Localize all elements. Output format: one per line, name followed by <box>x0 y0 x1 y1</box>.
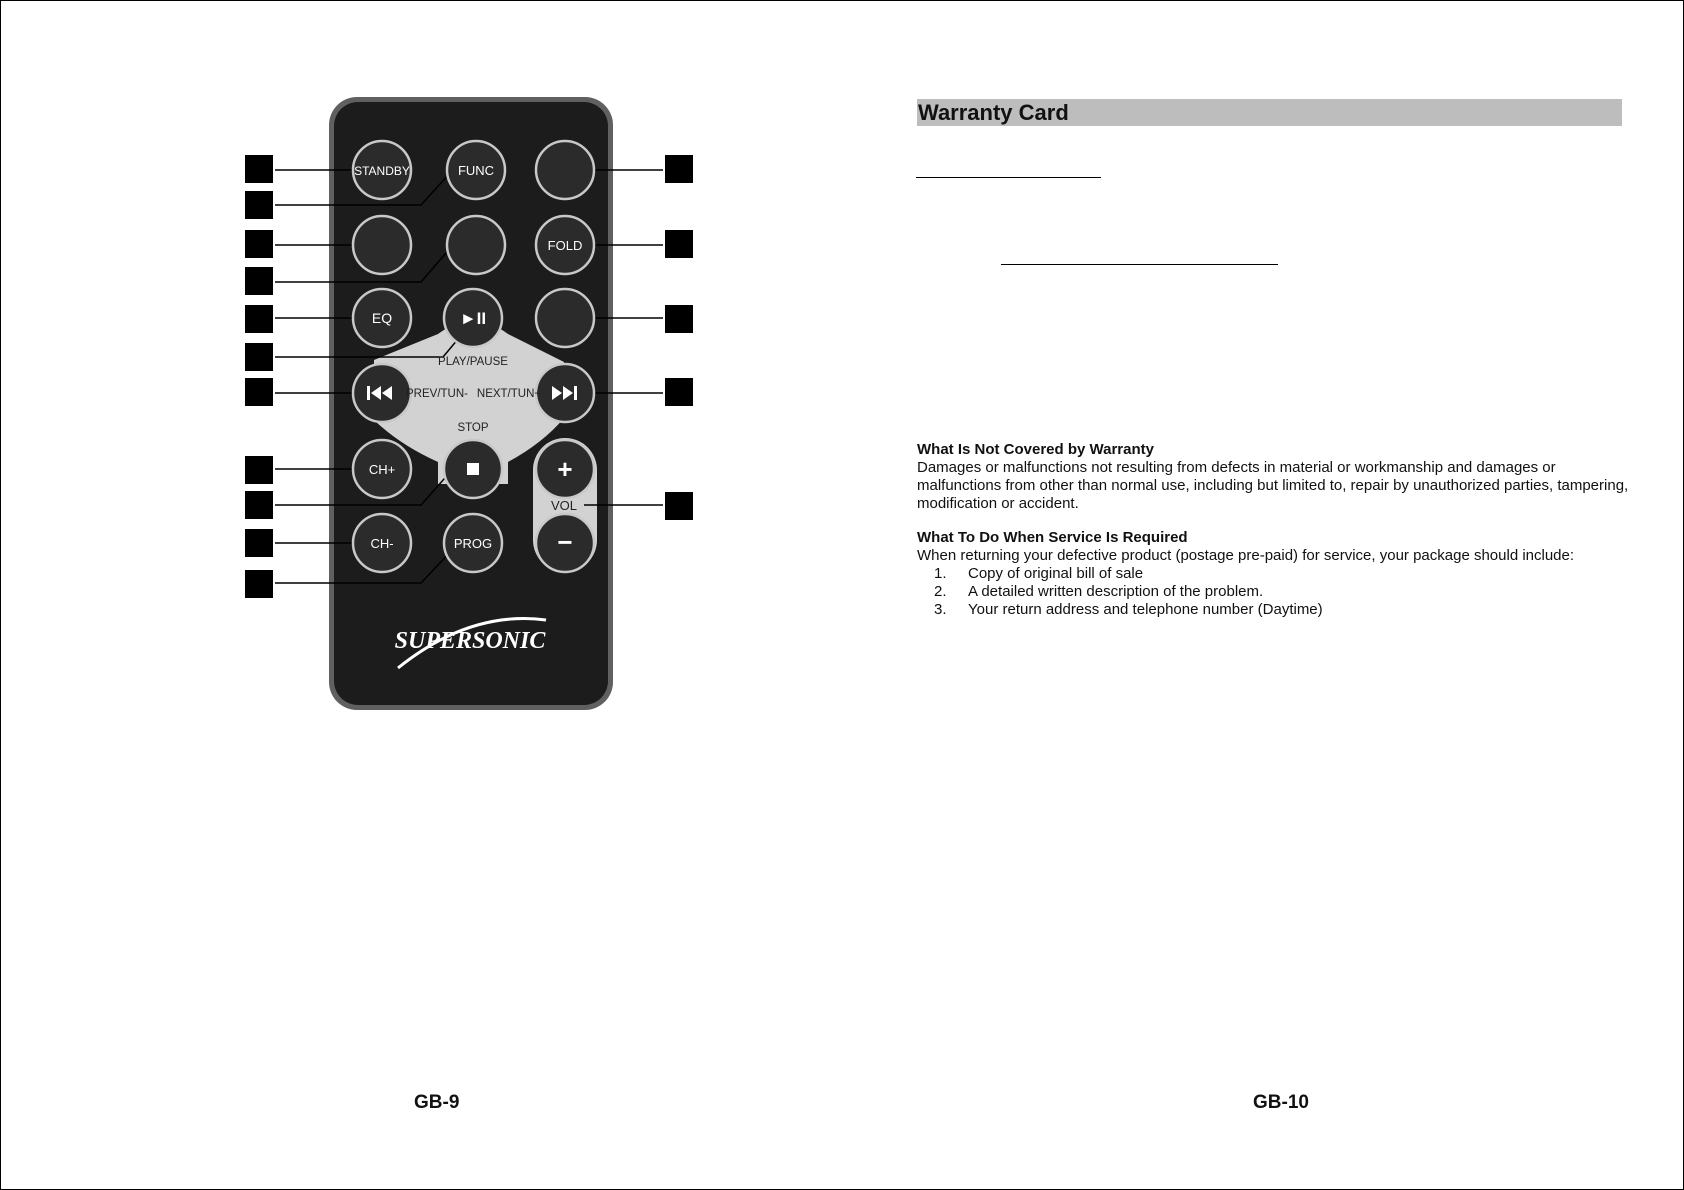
func-label: FUNC <box>457 163 495 178</box>
callout-box <box>665 378 693 406</box>
ch-minus-label: CH- <box>370 536 394 551</box>
not-covered-heading: What Is Not Covered by Warranty <box>917 441 1154 458</box>
callout-box <box>665 305 693 333</box>
ch-plus-label: CH+ <box>368 462 396 477</box>
callout-boxes-right <box>665 155 693 520</box>
stop-caption: STOP <box>457 422 489 434</box>
service-list <box>917 565 1637 619</box>
list-item-number: 3. <box>934 601 947 618</box>
blank-field-line <box>916 177 1101 178</box>
callout-box <box>245 529 273 557</box>
callout-box <box>245 378 273 406</box>
callout-box <box>245 491 273 519</box>
list-item-number: 2. <box>934 583 947 600</box>
callout-box <box>665 492 693 520</box>
standby-label: STANDBY <box>354 164 410 178</box>
callout-box <box>665 155 693 183</box>
unlabeled-button-row2-left[interactable] <box>353 216 411 274</box>
list-item <box>917 583 1637 601</box>
unlabeled-button-row3-right[interactable] <box>536 289 594 347</box>
vol-plus-icon: + <box>557 454 573 484</box>
callout-boxes-left <box>245 155 273 598</box>
vol-minus-icon: − <box>557 527 573 557</box>
callout-box <box>245 305 273 333</box>
vol-caption: VOL <box>550 498 578 513</box>
prev-caption: PREV/TUN- <box>406 388 468 400</box>
callout-box <box>245 456 273 484</box>
callout-box <box>245 230 273 258</box>
not-covered-text: Damages or malfunctions not resulting from defects in material or workmanship and damages or malfunctions from other than normal use, including but limited to, repair by unauthorized parties, tampering, modification or accident. <box>917 459 1629 512</box>
list-item-text: A detailed written description of the problem. <box>968 583 1264 600</box>
eq-label: EQ <box>371 310 393 326</box>
service-intro: When returning your defective product (postage pre-paid) for service, your package should include: <box>917 547 1575 564</box>
page-title: Warranty Card <box>917 99 1622 126</box>
callout-box <box>245 155 273 183</box>
list-item <box>917 601 1637 619</box>
fold-label: FOLD <box>547 238 583 253</box>
brand-wordmark: SUPERSONIC <box>394 628 546 654</box>
list-item-text: Copy of original bill of sale <box>968 565 1144 582</box>
not-covered-section <box>917 441 1637 513</box>
list-item-text: Your return address and telephone number (Daytime) <box>968 601 1323 618</box>
callout-box <box>665 230 693 258</box>
unlabeled-button-top-right[interactable] <box>536 141 594 199</box>
unlabeled-button-row2-middle[interactable] <box>447 216 505 274</box>
stop-icon <box>467 463 479 475</box>
callout-box <box>245 570 273 598</box>
play-pause-icon: ►II <box>459 309 487 328</box>
callout-box <box>245 191 273 219</box>
service-section <box>917 529 1637 619</box>
callout-box <box>245 267 273 295</box>
blank-field-line <box>1001 264 1278 265</box>
play-pause-caption: PLAY/PAUSE <box>438 356 508 368</box>
page-number-right: GB-10 <box>1253 1092 1309 1113</box>
list-item <box>917 565 1637 583</box>
page-number-left: GB-9 <box>414 1092 460 1113</box>
callout-box <box>245 343 273 371</box>
service-heading: What To Do When Service Is Required <box>917 529 1188 546</box>
prog-label: PROG <box>453 536 493 551</box>
list-item-number: 1. <box>934 565 947 582</box>
next-caption: NEXT/TUN+ <box>476 388 542 400</box>
